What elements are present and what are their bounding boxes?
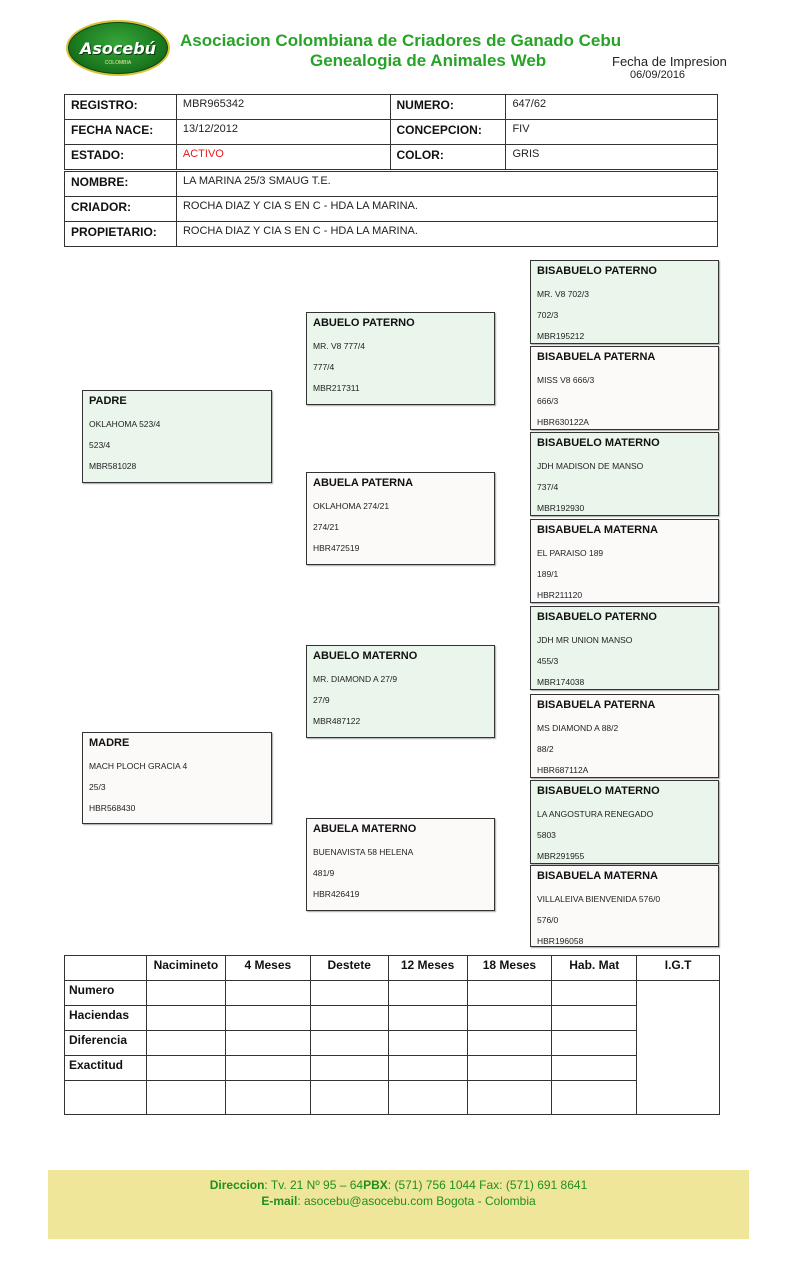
bisabuelo-7-title: BISABUELO MATERNO	[537, 785, 660, 797]
bisabuela-box-4	[530, 519, 719, 603]
table-cell	[225, 1006, 310, 1031]
bisabuela-2-title: BISABUELA PATERNA	[537, 351, 656, 363]
col-header: 4 Meses	[225, 956, 310, 981]
abuela-materna-box	[306, 818, 495, 911]
abuela-materna-registry: HBR426419	[313, 889, 360, 899]
print-date-label: Fecha de Impresion	[612, 54, 727, 69]
registro-label: REGISTRO:	[65, 95, 177, 120]
address-label: Direccion	[209, 1178, 265, 1192]
page-subtitle: Genealogia de Animales Web	[310, 51, 547, 70]
pbx-label: PBX	[363, 1178, 388, 1192]
numero-value: 647/62	[506, 95, 718, 120]
estado-value: ACTIVO	[176, 145, 390, 170]
print-date: 06/09/2016	[630, 69, 686, 81]
bisabuelo-box-3	[530, 432, 719, 516]
bisabuela-6-number: 88/2	[537, 744, 554, 754]
row-header: Diferencia	[65, 1031, 147, 1056]
row-header: Haciendas	[65, 1006, 147, 1031]
abuelo-materno-name: MR. DIAMOND A 27/9	[313, 674, 398, 684]
bisabuela-box-8	[530, 865, 719, 947]
table-cell	[388, 1031, 467, 1056]
color-label: COLOR:	[390, 145, 506, 170]
logo-text: Asocebú	[79, 39, 157, 58]
table-cell	[146, 1006, 225, 1031]
table-cell	[310, 1081, 388, 1115]
padre-registry: MBR581028	[89, 461, 137, 471]
bisabuela-6-title: BISABUELA PATERNA	[537, 699, 656, 711]
asocebu-logo	[66, 20, 170, 76]
abuela-paterna-registry: HBR472519	[313, 543, 360, 553]
abuela-paterna-box	[306, 472, 495, 565]
madre-title: MADRE	[89, 737, 130, 749]
abuelo-materno-title: ABUELO MATERNO	[313, 650, 418, 662]
footer-address-line	[48, 1178, 749, 1192]
madre-box	[82, 732, 272, 824]
bisabuela-4-registry: HBR211120	[537, 590, 583, 600]
table-cell	[388, 1056, 467, 1081]
ownership-table	[64, 171, 718, 247]
color-value: GRIS	[506, 145, 718, 170]
table-cell	[467, 1081, 552, 1115]
bisabuelo-7-registry: MBR291955	[537, 851, 585, 861]
col-header: Hab. Mat	[552, 956, 637, 981]
bisabuela-2-number: 666/3	[537, 396, 559, 406]
abuela-paterna-name: OKLAHOMA 274/21	[313, 501, 390, 511]
abuela-paterna-number: 274/21	[313, 522, 339, 532]
bisabuela-4-number: 189/1	[537, 569, 559, 579]
abuela-materna-name: BUENAVISTA 58 HELENA	[313, 847, 414, 857]
bisabuela-2-registry: HBR630122A	[537, 417, 589, 427]
table-cell	[388, 981, 467, 1006]
abuelo-materno-registry: MBR487122	[313, 716, 361, 726]
igt-cell	[637, 981, 720, 1115]
bisabuelo-box-7	[530, 780, 719, 864]
abuelo-paterno-name: MR. V8 777/4	[313, 341, 365, 351]
abuela-materna-title: ABUELA MATERNO	[313, 823, 417, 835]
col-header: Destete	[310, 956, 388, 981]
page-title: Asociacion Colombiana de Criadores de Ganado Cebu	[180, 31, 622, 50]
address-value: : Tv. 21 Nº 95 – 64	[264, 1178, 364, 1192]
abuelo-materno-box	[306, 645, 495, 738]
pbx-value: : (571) 756 1044 Fax: (571) 691 8641	[387, 1178, 588, 1192]
table-cell	[146, 981, 225, 1006]
abuela-paterna-title: ABUELA PATERNA	[313, 477, 414, 489]
criador-label: CRIADOR:	[65, 197, 177, 222]
table-cell	[552, 1081, 637, 1115]
table-cell	[467, 1031, 552, 1056]
abuela-materna-number: 481/9	[313, 868, 335, 878]
col-header: Nacimineto	[146, 956, 225, 981]
table-cell	[146, 1081, 225, 1115]
table-cell	[552, 1006, 637, 1031]
email-label: E-mail	[261, 1194, 298, 1208]
bisabuelo-1-registry: MBR195212	[537, 331, 585, 341]
table-cell	[146, 1031, 225, 1056]
table-cell	[388, 1081, 467, 1115]
row-header: Numero	[65, 981, 147, 1006]
bisabuela-6-registry: HBR687112A	[537, 765, 589, 775]
table-cell	[310, 1006, 388, 1031]
bisabuelo-1-number: 702/3	[537, 310, 559, 320]
abuelo-paterno-title: ABUELO PATERNO	[313, 317, 415, 329]
bisabuela-8-number: 576/0	[537, 915, 559, 925]
table-cell	[310, 1031, 388, 1056]
numero-label: NUMERO:	[390, 95, 506, 120]
table-cell	[310, 981, 388, 1006]
abuelo-paterno-number: 777/4	[313, 362, 335, 372]
bisabuela-6-name: MS DIAMOND A 88/2	[537, 723, 619, 733]
bisabuelo-7-number: 5803	[537, 830, 556, 840]
table-cell	[225, 1031, 310, 1056]
madre-name: MACH PLOCH GRACIA 4	[89, 761, 188, 771]
estado-label: ESTADO:	[65, 145, 177, 170]
bisabuelo-3-registry: MBR192930	[537, 503, 585, 513]
concepcion-label: CONCEPCION:	[390, 120, 506, 145]
bisabuelo-3-name: JDH MADISON DE MANSO	[537, 461, 644, 471]
propietario-label: PROPIETARIO:	[65, 222, 177, 247]
bisabuelo-box-1	[530, 260, 719, 344]
bisabuelo-5-registry: MBR174038	[537, 677, 585, 687]
table-cell	[388, 1006, 467, 1031]
padre-title: PADRE	[89, 395, 127, 407]
bisabuelo-1-title: BISABUELO PATERNO	[537, 265, 657, 277]
row-header: Exactitud	[65, 1056, 147, 1081]
bisabuela-8-name: VILLALEIVA BIENVENIDA 576/0	[537, 894, 661, 904]
madre-registry: HBR568430	[89, 803, 136, 813]
bisabuelo-box-5	[530, 606, 719, 690]
fecha-nace-label: FECHA NACE:	[65, 120, 177, 145]
table-cell	[467, 1006, 552, 1031]
padre-box	[82, 390, 272, 483]
bisabuelo-1-name: MR. V8 702/3	[537, 289, 589, 299]
table-cell	[225, 1056, 310, 1081]
bisabuela-4-title: BISABUELA MATERNA	[537, 524, 658, 536]
table-cell	[467, 981, 552, 1006]
padre-number: 523/4	[89, 440, 111, 450]
bisabuelo-5-name: JDH MR UNION MANSO	[537, 635, 633, 645]
bisabuela-4-name: EL PARAISO 189	[537, 548, 604, 558]
abuelo-paterno-box	[306, 312, 495, 405]
madre-number: 25/3	[89, 782, 106, 792]
padre-name: OKLAHOMA 523/4	[89, 419, 161, 429]
abuelo-materno-number: 27/9	[313, 695, 330, 705]
table-cell	[310, 1056, 388, 1081]
bisabuelo-3-number: 737/4	[537, 482, 559, 492]
performance-table	[64, 955, 720, 1115]
bisabuela-box-6	[530, 694, 719, 778]
table-cell	[552, 1056, 637, 1081]
fecha-nace-value: 13/12/2012	[176, 120, 390, 145]
bisabuela-box-2	[530, 346, 719, 430]
logo-subtext: COLOMBIA	[104, 60, 132, 66]
bisabuela-2-name: MISS V8 666/3	[537, 375, 595, 385]
table-cell	[225, 981, 310, 1006]
table-cell	[552, 1031, 637, 1056]
criador-value: ROCHA DIAZ Y CIA S EN C - HDA LA MARINA.	[176, 197, 717, 222]
email-value: : asocebu@asocebu.com Bogota - Colombia	[297, 1194, 536, 1208]
concepcion-value: FIV	[506, 120, 718, 145]
registration-table	[64, 94, 718, 170]
table-cell	[552, 981, 637, 1006]
col-header: 18 Meses	[467, 956, 552, 981]
table-cell	[225, 1081, 310, 1115]
abuelo-paterno-registry: MBR217311	[313, 383, 360, 393]
bisabuela-8-title: BISABUELA MATERNA	[537, 870, 658, 882]
col-header: 12 Meses	[388, 956, 467, 981]
bisabuelo-3-title: BISABUELO MATERNO	[537, 437, 660, 449]
col-header: I.G.T	[637, 956, 720, 981]
registro-value: MBR965342	[176, 95, 390, 120]
bisabuelo-7-name: LA ANGOSTURA RENEGADO	[537, 809, 654, 819]
footer-email-line	[48, 1194, 749, 1208]
table-cell	[146, 1056, 225, 1081]
bisabuelo-5-title: BISABUELO PATERNO	[537, 611, 657, 623]
corner-cell	[65, 956, 147, 981]
table-cell	[65, 1081, 147, 1115]
table-cell	[467, 1056, 552, 1081]
bisabuela-8-registry: HBR196058	[537, 936, 584, 946]
nombre-label: NOMBRE:	[65, 172, 177, 197]
bisabuelo-5-number: 455/3	[537, 656, 559, 666]
nombre-value: LA MARINA 25/3 SMAUG T.E.	[176, 172, 717, 197]
propietario-value: ROCHA DIAZ Y CIA S EN C - HDA LA MARINA.	[176, 222, 717, 247]
footer	[48, 1170, 749, 1239]
